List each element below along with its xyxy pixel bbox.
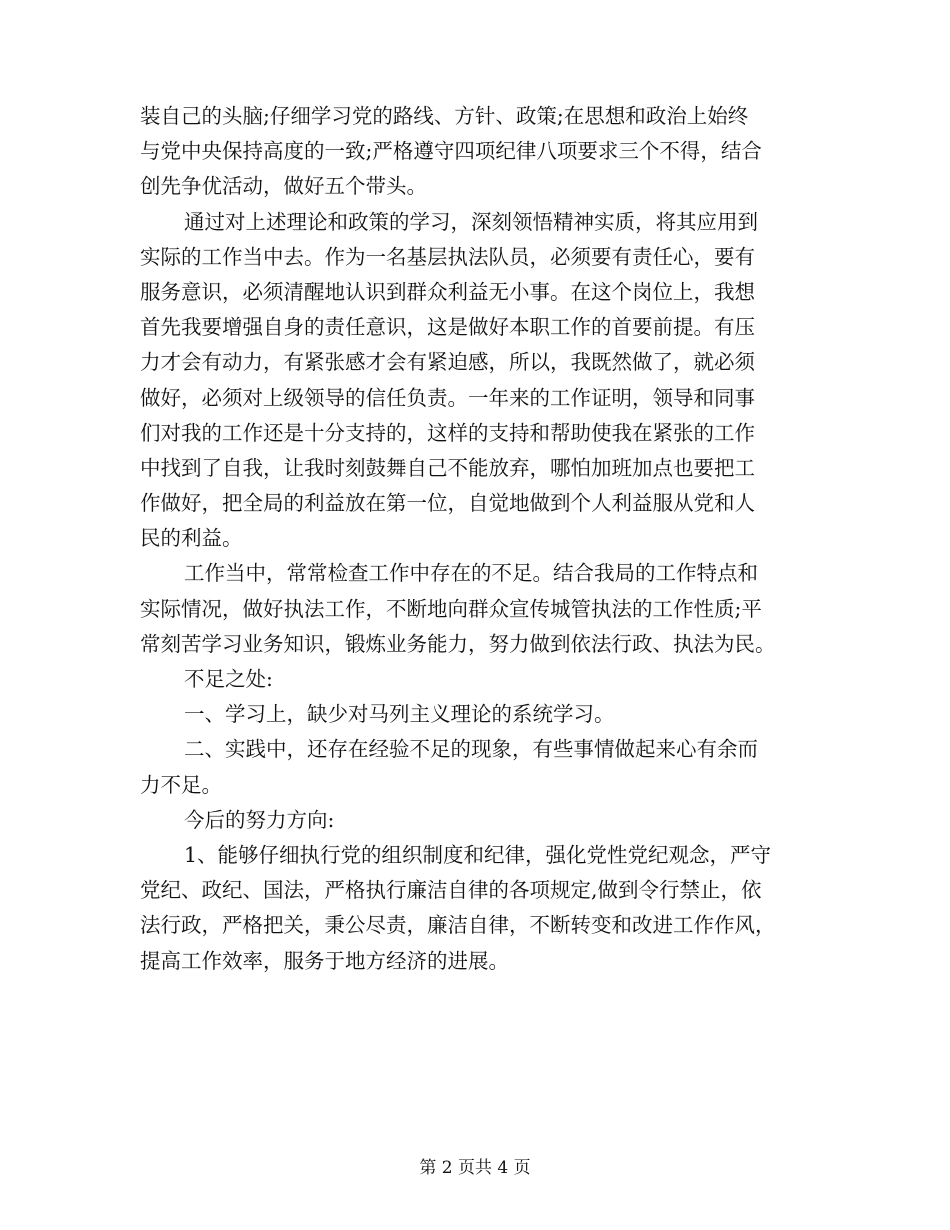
text-line: 首先我要增强自身的责任意识，这是做好本职工作的首要前提。有压 bbox=[140, 315, 755, 340]
text-line: 们对我的工作还是十分支持的，这样的支持和帮助使我在紧张的工作 bbox=[140, 420, 755, 445]
text-line: 提高工作效率，服务于地方经济的进展。 bbox=[140, 948, 509, 973]
text-line: 力不足。 bbox=[140, 772, 222, 797]
text-line: 法行政，严格把关，秉公尽责，廉洁自律，不断转变和改进工作作风， bbox=[140, 913, 776, 938]
text-line: 创先争优活动，做好五个带头。 bbox=[140, 174, 427, 199]
text-line: 不足之处: bbox=[184, 667, 273, 691]
text-line: 实际的工作当中去。作为一名基层执法队员，必须要有责任心，要有 bbox=[140, 244, 755, 269]
text-line: 今后的努力方向: bbox=[184, 807, 335, 832]
text-line: 工作当中，常常检查工作中存在的不足。结合我局的工作特点和 bbox=[184, 561, 758, 586]
text-line: 党纪、政纪、国法，严格执行廉洁自律的各项规定,做到令行禁止，依 bbox=[140, 878, 762, 903]
text-line: 作做好，把全局的利益放在第一位，自觉地做到个人利益服从党和人 bbox=[140, 491, 755, 516]
document-body bbox=[140, 99, 812, 979]
text-line: 装自己的头脑;仔细学习党的路线、方针、政策;在思想和政治上始终 bbox=[140, 104, 749, 128]
text-line: 1、能够仔细执行党的组织制度和纪律，强化党性党纪观念，严守 bbox=[184, 842, 772, 867]
page-number-footer: 第 2 页共 4 页 bbox=[419, 1158, 531, 1178]
text-line: 通过对上述理论和政策的学习，深刻领悟精神实质，将其应用到 bbox=[184, 209, 758, 234]
text-line: 与党中央保持高度的一致;严格遵守四项纪律八项要求三个不得，结合 bbox=[140, 139, 762, 164]
text-line: 服务意识，必须清醒地认识到群众利益无小事。在这个岗位上，我想 bbox=[140, 279, 755, 304]
text-line: 一、学习上，缺少对马列主义理论的系统学习。 bbox=[184, 702, 615, 727]
text-line: 力才会有动力，有紧张感才会有紧迫感，所以，我既然做了，就必须 bbox=[140, 350, 755, 375]
text-line: 实际情况，做好执法工作，不断地向群众宣传城管执法的工作性质;平 bbox=[140, 596, 762, 621]
text-line: 做好，必须对上级领导的信任负责。一年来的工作证明，领导和同事 bbox=[140, 385, 755, 410]
text-line: 常刻苦学习业务知识，锻炼业务能力，努力做到依法行政、执法为民。 bbox=[140, 631, 776, 656]
text-line: 民的利益。 bbox=[140, 526, 243, 551]
text-line: 二、实践中，还存在经验不足的现象，有些事情做起来心有余而 bbox=[184, 737, 758, 762]
text-line: 中找到了自我，让我时刻鼓舞自己不能放弃，哪怕加班加点也要把工 bbox=[140, 455, 755, 480]
